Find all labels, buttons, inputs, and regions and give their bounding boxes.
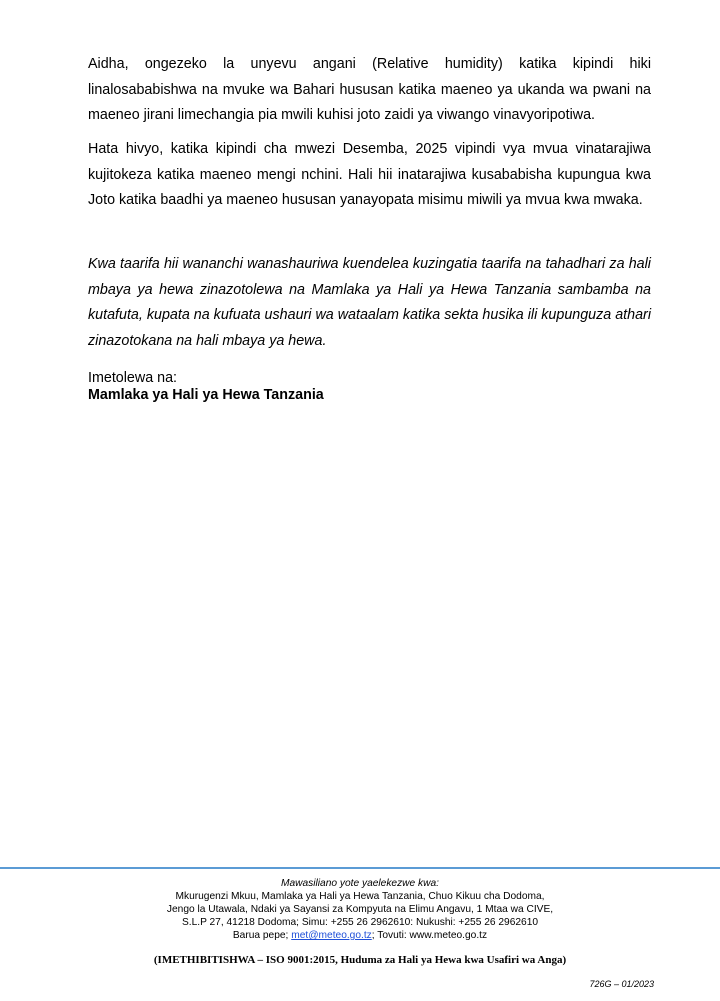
body-paragraph-advisory: Kwa taarifa hii wananchi wanashauriwa kuendelea kuzingatia taarifa na tahadhari za hali mbaya ya hewa zinazotolewa na Mamlaka ya Hali ya Hewa Tanzania sambamba na kutafuta, kupata na kufuata ushauri wa wataalam katika sekta husika ili kupunguza athari zinazotokana na hali mbaya ya hewa. <box>88 256 651 349</box>
footer-address-line-1: Mkurugenzi Mkuu, Mamlaka ya Hali ya Hewa Tanzania, Chuo Kikuu cha Dodoma, <box>175 891 545 902</box>
footer-address-line-2: Jengo la Utawala, Ndaki ya Sayansi za Kompyuta na Elimu Angavu, 1 Mtaa wa CIVE, <box>166 904 554 915</box>
issued-by-label: Imetolewa na: <box>88 370 178 386</box>
footer-contact-line <box>0 929 720 942</box>
form-code: 726G – 01/2023 <box>589 979 654 989</box>
footer-divider <box>0 867 720 869</box>
iso-certification-note: (IMETHIBITISHWA – ISO 9001:2015, Huduma za Hali ya Hewa kwa Usafiri wa Anga) <box>153 954 567 966</box>
footer-contact-heading: Mawasiliano yote yaelekezwe kwa: <box>281 878 439 889</box>
email-link[interactable]: met@meteo.go.tz <box>291 930 372 941</box>
website-label: ; Tovuti: <box>371 930 410 941</box>
body-paragraph-rain-outlook: Hata hivyo, katika kipindi cha mwezi Desemba, 2025 vipindi vya mvua vinatarajiwa kujitokeza katika maeneo mengi nchini. Hali hii inatarajiwa kusababisha kupungua kwa Joto katika baadhi ya maeneo hususan yanayopata misimu miwili ya mvua kwa mwaka. <box>88 141 651 208</box>
issuer-name: Mamlaka ya Hali ya Hewa Tanzania <box>88 387 324 403</box>
body-paragraph-humidity: Aidha, ongezeko la unyevu angani (Relative humidity) katika kipindi hiki linalosababishwa na mvuke wa Bahari hususan katika maeneo ya ukanda wa pwani na maeneo jirani limechangia pia mwili kuhisi joto zaidi ya viwango vinavyoripotiwa. <box>88 56 651 123</box>
footer-address-line-3: S.L.P 27, 41218 Dodoma; Simu: +255 26 2962610: Nukushi: +255 26 2962610 <box>181 917 539 928</box>
email-label: Barua pepe; <box>232 930 292 941</box>
website-text: www.meteo.go.tz <box>409 930 488 941</box>
